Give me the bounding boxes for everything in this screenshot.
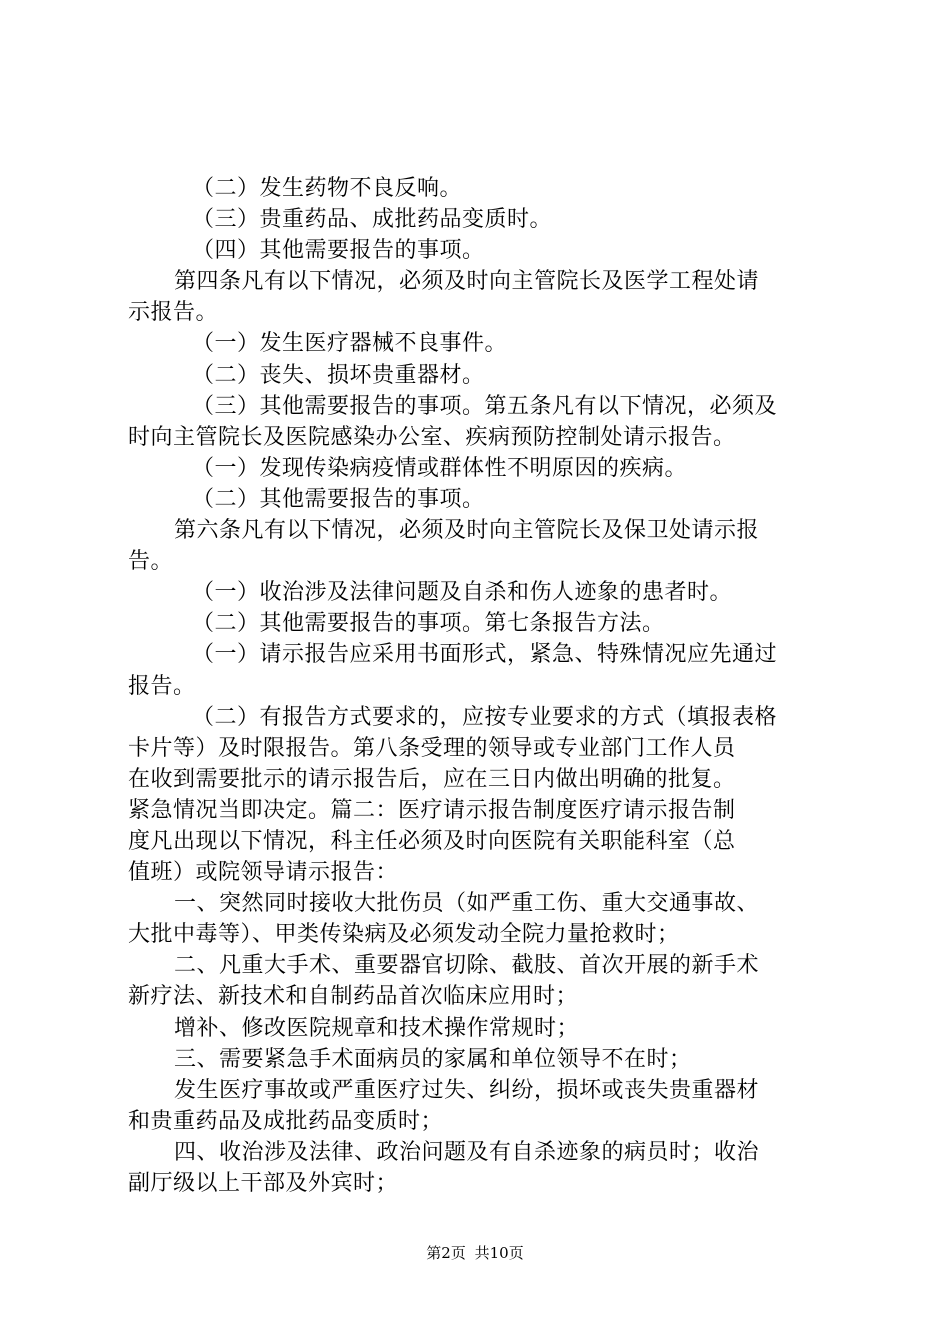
text-line: （二）发生药物不良反响。 <box>192 176 463 201</box>
document-body <box>128 173 838 1199</box>
text-line: （一）请示报告应采用书面形式，紧急、特殊情况应先通过 <box>192 642 778 668</box>
text-line: 报告。 <box>128 673 196 699</box>
text-line: 告。 <box>128 549 174 575</box>
text-line: （二）其他需要报告的事项。 <box>192 486 485 512</box>
text-line: 卡片等）及时限报告。第八条受理的领导或专业部门工作人员 <box>128 735 736 761</box>
text-line: 四、收治涉及法律、政治问题及有自杀迹象的病员时；收治 <box>174 1139 760 1165</box>
text-line: 第六条凡有以下情况，必须及时向主管院长及保卫处请示报 <box>174 518 760 544</box>
page-footer <box>0 1243 950 1263</box>
text-line: 大批中毒等）、甲类传染病及必须发动全院力量抢救时； <box>128 922 680 948</box>
text-line: （二）其他需要报告的事项。第七条报告方法。 <box>192 611 665 637</box>
text-line: （二）丧失、损坏贵重器材。 <box>192 362 485 388</box>
text-line: 紧急情况当即决定。篇二：医疗请示报告制度医疗请示报告制 <box>128 797 736 823</box>
text-line: （三）贵重药品、成批药品变质时。 <box>192 207 553 233</box>
text-line: 值班）或院领导请示报告： <box>128 860 399 886</box>
text-line: 副厅级以上干部及外宾时； <box>128 1171 399 1196</box>
text-line: 二、凡重大手术、重要器官切除、截肢、首次开展的新手术 <box>174 953 760 979</box>
text-line: 新疗法、新技术和自制药品首次临床应用时； <box>128 984 579 1010</box>
text-line: 三、需要紧急手术面病员的家属和单位领导不在时； <box>174 1046 692 1072</box>
text-line: （一）发生医疗器械不良事件。 <box>192 331 508 357</box>
text-line: 发生医疗事故或严重医疗过失、纠纷，损坏或丧失贵重器材 <box>174 1077 760 1103</box>
text-line: 示报告。 <box>128 300 219 326</box>
text-line: （一）收治涉及法律问题及自杀和伤人迹象的患者时。 <box>192 580 733 606</box>
page-total: 共10页 <box>474 1244 524 1262</box>
text-line: （二）有报告方式要求的，应按专业要求的方式（填报表格 <box>192 704 778 730</box>
text-line: （三）其他需要报告的事项。第五条凡有以下情况，必须及 <box>192 393 778 419</box>
text-line: 第四条凡有以下情况，必须及时向主管院长及医学工程处请 <box>174 269 760 295</box>
text-line: 在收到需要批示的请示报告后，应在三日内做出明确的批复。 <box>128 766 736 792</box>
text-line: 增补、修改医院规章和技术操作常规时； <box>174 1015 580 1041</box>
text-line: 一、突然同时接收大批伤员（如严重工伤、重大交通事故、 <box>174 891 760 917</box>
text-line: 和贵重药品及成批药品变质时； <box>128 1108 444 1134</box>
text-line: 时向主管院长及医院感染办公室、疾病预防控制处请示报告。 <box>128 424 736 450</box>
page-number: 第2页 <box>426 1244 466 1262</box>
text-line: 度凡出现以下情况，科主任必须及时向医院有关职能科室（总 <box>128 828 736 854</box>
text-line: （四）其他需要报告的事项。 <box>192 238 485 264</box>
text-line: （一）发现传染病疫情或群体性不明原因的疾病。 <box>192 455 688 481</box>
